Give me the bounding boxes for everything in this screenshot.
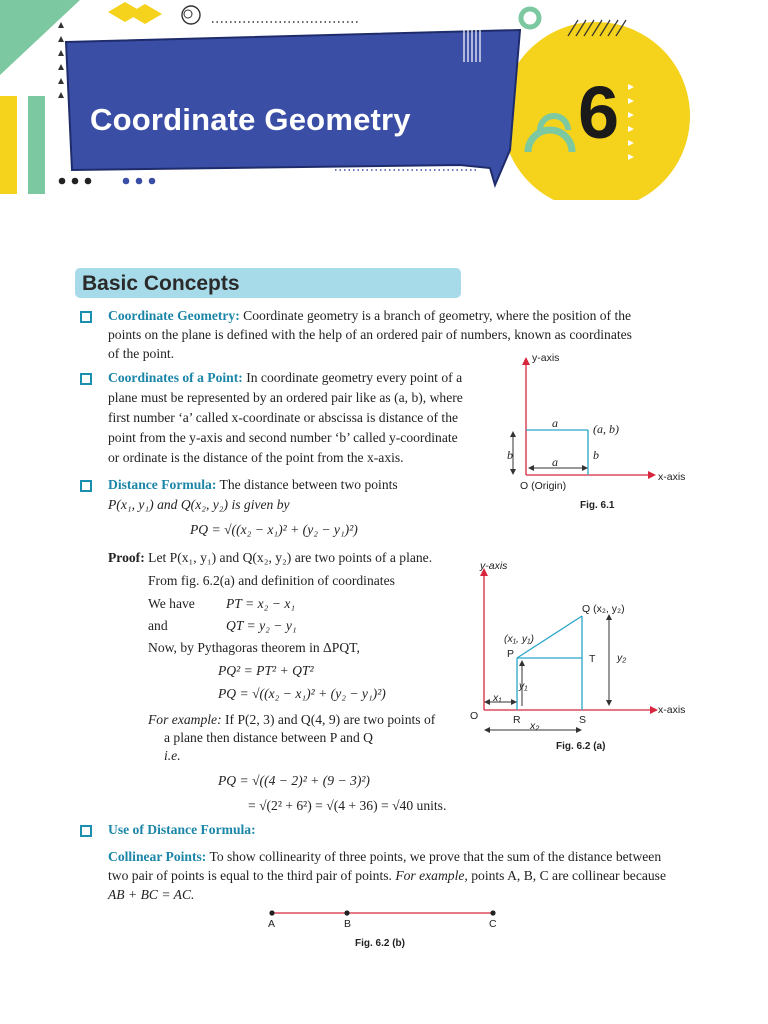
collinear-line2: two pair of points is equal to the third pair of points. For example, points A, B, C are collinear because [108, 868, 667, 883]
fig62b-c-label: C [489, 918, 497, 930]
x-axis-arrow [648, 471, 656, 479]
circle-outline-icon [184, 10, 192, 18]
proof-we-have: We have [148, 596, 195, 611]
proof-pt: PT = x₂ − x₁ [226, 596, 296, 611]
fig61-a-bottom-label: a [552, 455, 558, 469]
proof-and: and [148, 618, 168, 633]
fig62b-caption: Fig. 6.2 (b) [355, 938, 405, 949]
fig62a-p-label: P [507, 648, 515, 660]
fig62a-caption: Fig. 6.2 (a) [556, 741, 606, 752]
proof-qt: QT = y₂ − y₁ [226, 618, 297, 633]
collinear-line1: Collinear Points: To show collinearity of three points, we prove that the sum of the distance between [108, 849, 662, 864]
concept-distance-line1: Distance Formula: The distance between two points [108, 477, 398, 492]
fig61-x-axis-label: x-axis [658, 471, 686, 483]
chapter-banner-graphic [0, 0, 768, 200]
fig62b-b-label: B [344, 918, 352, 930]
fig62a-t-label: T [589, 653, 596, 665]
concept-coordinate-geometry-line3: of the point. [108, 346, 175, 361]
fig61-b-right-label: b [593, 448, 599, 462]
concept-point-line3: first number ‘a’ called x-coordinate or abscissa is distance of the [108, 410, 459, 425]
bullet-icon [80, 825, 92, 837]
section-title: Basic Concepts [82, 272, 240, 295]
collinear-line3: AB + BC = AC. [108, 887, 195, 902]
bottom-dots [59, 178, 156, 185]
example-eq1: PQ = √((4 − 2)² + (9 − 3)²) [218, 773, 370, 788]
fig62a-r-label: R [513, 714, 521, 726]
green-ring [521, 9, 539, 27]
proof-eq2: PQ = √((x₂ − x₁)² + (y₂ − y₁)²) [218, 686, 386, 701]
chapter-number: 6 [578, 71, 620, 154]
fig62a-y1-label: y₁ [519, 680, 528, 692]
fig62a-s-label: S [579, 714, 587, 726]
concept-point-line2: plane must be represented by an ordered pair like as (a, b), where [108, 390, 463, 405]
fig62a-q-label: Q (x₂, y₂) [582, 603, 625, 615]
fig62a-p-coords-label: (x₁, y₁) [504, 633, 534, 645]
fig61-origin-label: O (Origin) [520, 480, 567, 492]
example-eq2: = √(2² + 6²) = √(4 + 36) = √40 units. [248, 798, 447, 813]
figure-6-2a [462, 560, 682, 760]
fig61-caption: Fig. 6.1 [580, 500, 615, 511]
yellow-bar [0, 96, 17, 194]
proof-line3: Now, by Pythagoras theorem in ΔPQT, [148, 640, 360, 655]
fig61-y-axis-label: y-axis [532, 352, 560, 364]
concept-distance-line2: P(x₁, y₁) and Q(x₂, y₂) is given by [108, 497, 290, 512]
fig62a-x2-label: x₂ [530, 720, 540, 732]
distance-formula: PQ = √((x₂ − x₁)² + (y₂ − y₁)²) [190, 522, 358, 537]
proof-line1: Proof: Let P(x₁, y₁) and Q(x₂, y₂) are two points of a plane. [108, 550, 433, 565]
fig61-a-top-label: a [552, 416, 558, 430]
bullet-icon [80, 480, 92, 492]
y-axis-arrow [522, 357, 530, 365]
fig61-b-left-label: b [507, 448, 513, 462]
example-line1: For example: If P(2, 3) and Q(4, 9) are two points of [148, 712, 436, 727]
fig61-point-label: (a, b) [593, 422, 619, 436]
concept-point-line4: point from the y-axis and second number ‘b’ called y-coordinate [108, 430, 458, 445]
concept-coordinate-geometry-line2: points on the plane is defined with the help of an ordered pair of numbers, known as coordinates [108, 327, 632, 342]
green-bar [28, 96, 45, 194]
use-distance-formula-heading: Use of Distance Formula: [108, 822, 256, 837]
chapter-title: Coordinate Geometry [90, 102, 411, 137]
proof-eq1: PQ² = PT² + QT² [218, 663, 314, 678]
point-c [490, 910, 495, 915]
bullet-icon [80, 311, 92, 323]
fig62a-origin-label: O [470, 710, 479, 722]
point-b [344, 910, 349, 915]
concept-point-line5: or ordinate is the distance of the point from the x-axis. [108, 450, 404, 465]
example-line3: i.e. [164, 748, 181, 763]
fig62a-y2-label: y₂ [617, 652, 627, 664]
concept-point-line1: Coordinates of a Point: In coordinate geometry every point of a [108, 370, 463, 385]
fig62a-x-axis-label: x-axis [658, 704, 686, 716]
concept-coordinate-geometry-line1: Coordinate Geometry: Coordinate geometry is a branch of geometry, where the position of the [108, 308, 632, 323]
fig62a-y-axis-label: y-axis [480, 560, 508, 572]
figure-6-2b [260, 905, 510, 935]
circle-outline-icon [182, 6, 200, 24]
fig62a-x1-label: x₁ [493, 692, 502, 704]
example-line2: a plane then distance between P and Q [164, 730, 373, 745]
fig62b-a-label: A [268, 918, 276, 930]
bullet-icon [80, 373, 92, 385]
point-a [269, 910, 274, 915]
proof-line2: From fig. 6.2(a) and definition of coordinates [148, 573, 395, 588]
left-dotted-arrows [58, 22, 64, 98]
